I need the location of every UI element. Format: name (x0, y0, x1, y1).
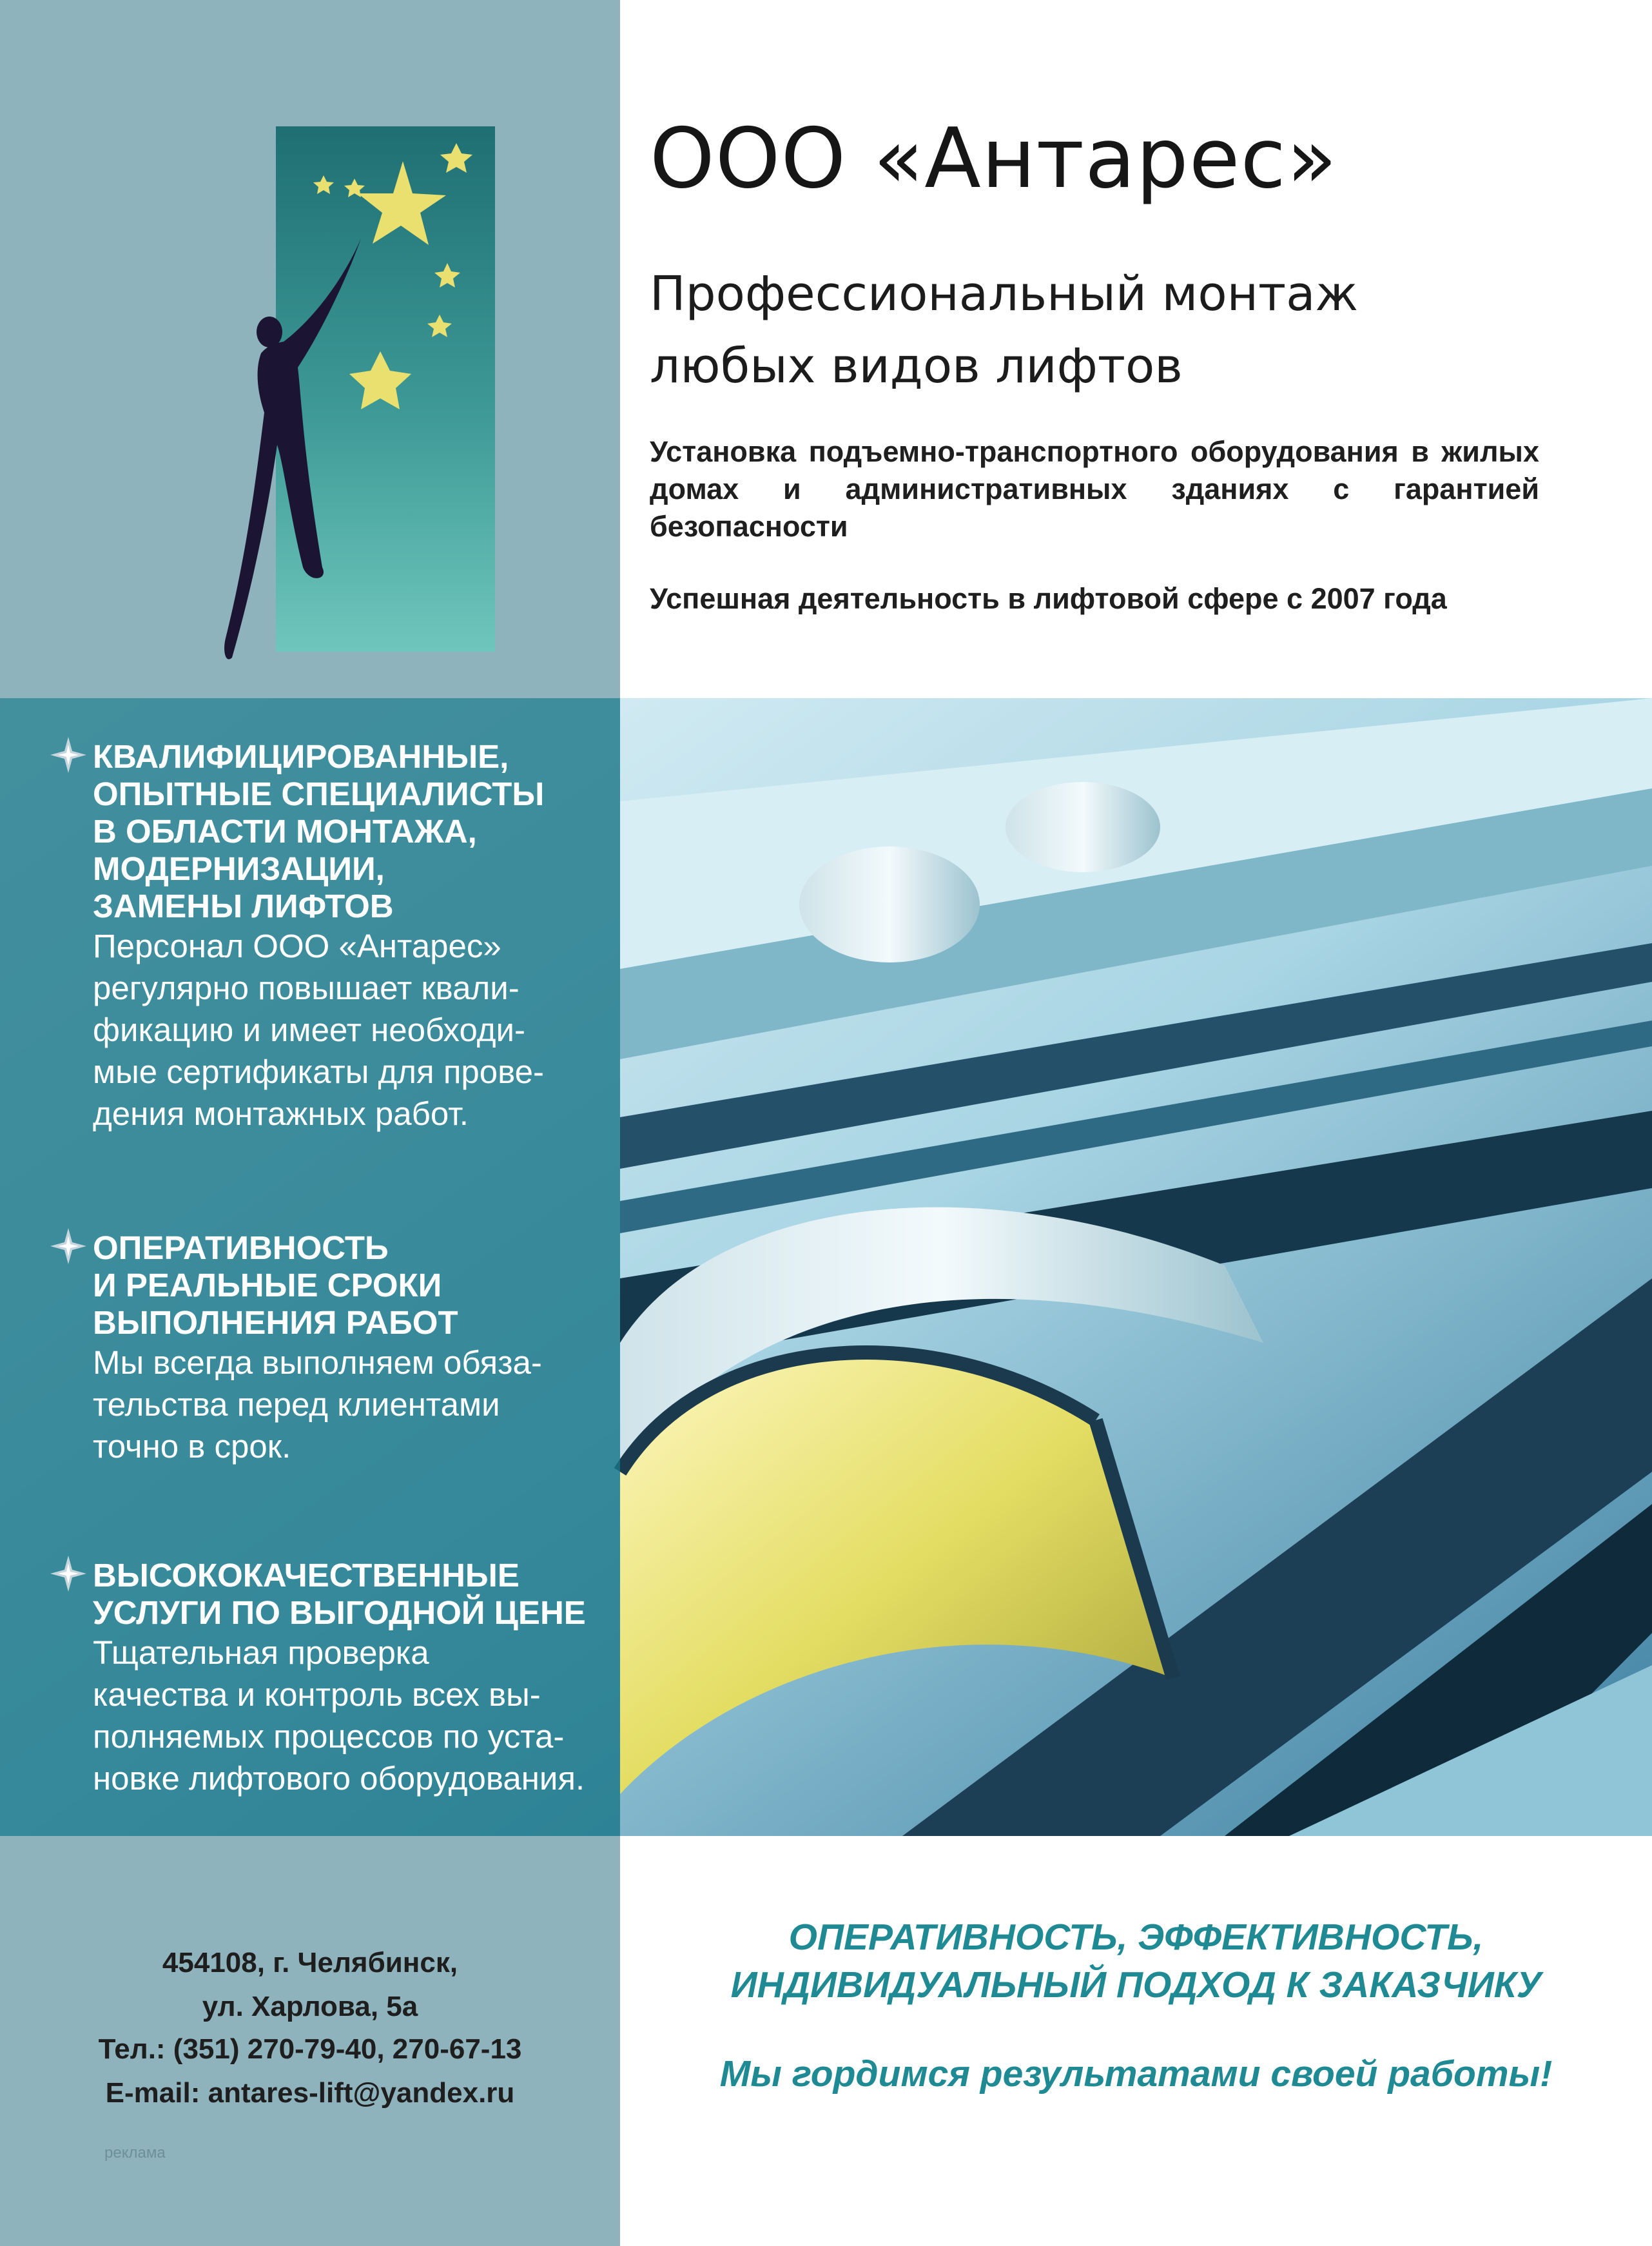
tagline-text: Профессиональный монтаж любых видов лифтов (650, 266, 1359, 394)
star-bullet-icon (49, 736, 88, 774)
tagline (650, 258, 1358, 402)
company-name: ООО «Антарес» (650, 111, 1338, 207)
feature-title: ОПЕРАТИВНОСТЬ (93, 1229, 389, 1266)
description: Установка подъемно-транспортного оборудования в жилых домах и административных зданиях с гарантией безопасности (650, 435, 1539, 543)
advertisement-label: реклама (104, 2144, 166, 2162)
phone-numbers: Тел.: (351) 270-79-40, 270-67-13 (98, 2033, 522, 2065)
star-bullet-icon (49, 1554, 88, 1593)
feature-text: Мы всегда выполняем обяза- тельства перед клиентами точно в срок. (93, 1344, 542, 1465)
feature-title: ВЫСОКОКАЧЕСТВЕННЫЕ (93, 1557, 520, 1594)
contacts-panel (0, 1836, 620, 2246)
reaching-figure-stars-icon (193, 126, 496, 661)
star-bullet-icon (49, 1227, 88, 1265)
address-line-1: 454108, г. Челябинск, (162, 1947, 458, 1978)
email-address[interactable]: E-mail: antares-lift@yandex.ru (105, 2077, 515, 2109)
feature-title-continued: ОПЫТНЫЕ СПЕЦИАЛИСТЫ В ОБЛАСТИ МОНТАЖА, МОДЕРНИЗАЦИИ, ЗАМЕНЫ ЛИФТОВ (93, 776, 545, 924)
address-line-2: ул. Харлова, 5а (202, 1991, 418, 2022)
feature-title: КВАЛИФИЦИРОВАННЫЕ, (93, 738, 509, 775)
experience-statement: Успешная деятельность в лифтовой сфере с 2007 года (650, 582, 1447, 615)
feature-efficiency (49, 1229, 616, 1467)
feature-qualified-specialists (49, 738, 616, 1135)
feature-text: Тщательная проверка качества и контроль всех вы- полняемых процессов по уста- новке лифтового оборудования. (93, 1634, 585, 1797)
feature-title-continued: И РЕАЛЬНЫЕ СРОКИ ВЫПОЛНЕНИЯ РАБОТ (93, 1267, 458, 1341)
features-section (0, 698, 1652, 1836)
feature-text: Персонал ООО «Антарес» регулярно повышает квали- фикацию и имеет необходи- мые сертификаты для прове- дения монтажных работ. (93, 928, 545, 1132)
feature-title-continued: УСЛУГИ ПО ВЫГОДНОЙ ЦЕНЕ (93, 1594, 586, 1631)
feature-quality-services (49, 1557, 616, 1799)
slogan-panel (620, 1836, 1652, 2246)
main-slogan: ОПЕРАТИВНОСТЬ, ЭФФЕКТИВНОСТЬ, ИНДИВИДУАЛЬНЫЙ ПОДХОД К ЗАКАЗЧИКУ (730, 1917, 1542, 2006)
pride-slogan: Мы гордимся результатами своей работы! (719, 2053, 1553, 2095)
